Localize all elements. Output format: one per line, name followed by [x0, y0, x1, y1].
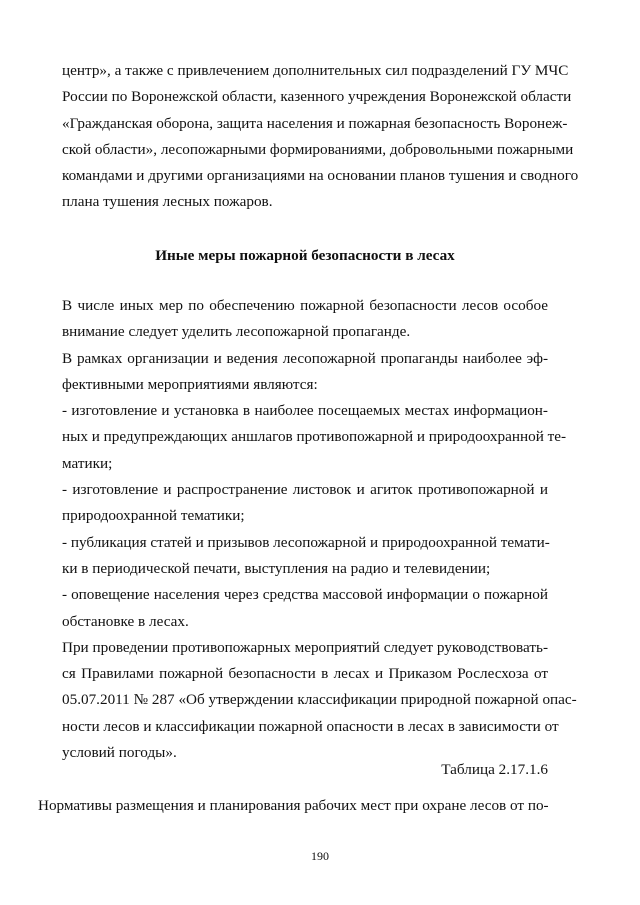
- body-line: [62, 372, 548, 398]
- paragraph-continuation: [62, 58, 579, 216]
- page-number: 190: [311, 849, 329, 863]
- body-line: [62, 503, 548, 529]
- body-line-text: обстановке в лесах.: [62, 612, 189, 630]
- body-line: [62, 530, 548, 556]
- body-line: [62, 556, 548, 582]
- body-line-text: условий погоды».: [62, 744, 177, 762]
- body-line-text: ности лесов и классификации пожарной опасности в лесах в зависимости от: [62, 717, 559, 735]
- body-line-text: матики;: [62, 454, 113, 472]
- body-line-text: - оповещение населения через средства массовой информации о пожарной: [62, 586, 548, 604]
- body-line: [62, 477, 548, 503]
- paragraph-line: «Гражданская оборона, защита населения и пожарная безопасность Воронеж-: [62, 114, 568, 132]
- paragraph-line: командами и другими организациями на основании планов тушения и сводного: [62, 167, 579, 185]
- body-line-text: 05.07.2011 № 287 «Об утверждении классификации природной пожарной опас-: [62, 691, 577, 709]
- body-line: [62, 582, 548, 608]
- section-heading: Иные меры пожарной безопасности в лесах: [155, 247, 455, 264]
- body-line-text: В рамках организации и ведения лесопожарной пропаганды наиболее эф-: [62, 349, 548, 367]
- body-line-text: - изготовление и распространение листовок и агиток противопожарной и: [62, 481, 548, 499]
- body-line-text: ных и предупреждающих аншлагов противопожарной и природоохранной те-: [62, 428, 567, 446]
- table-label: Таблица 2.17.1.6: [441, 761, 548, 778]
- body-line-text: - публикация статей и призывов лесопожарной и природоохранной темати-: [62, 533, 550, 551]
- body-line: [62, 293, 548, 319]
- body-line: [62, 714, 559, 740]
- paragraph-line: плана тушения лесных пожаров.: [62, 193, 273, 211]
- body-line: [62, 687, 577, 713]
- body-line-text: При проведении противопожарных мероприятий следует руководствовать-: [62, 638, 548, 656]
- paragraph-line: центр», а также с привлечением дополнительных сил подразделений ГУ МЧС: [62, 62, 569, 79]
- body-line: [62, 424, 567, 450]
- body-line-text: - изготовление и установка в наиболее посещаемых местах информацион-: [62, 402, 548, 420]
- body-line-text: ки в периодической печати, выступления на радио и телевидении;: [62, 559, 491, 577]
- body-line: [62, 398, 548, 424]
- body-line: [62, 609, 548, 635]
- body-line: [62, 346, 548, 372]
- paragraph-line: ской области», лесопожарными формированиями, добровольными пожарными: [62, 140, 574, 158]
- body-line-text: внимание следует уделить лесопожарной пропаганде.: [62, 323, 411, 341]
- body-line-text: В числе иных мер по обеспечению пожарной безопасности лесов особое: [62, 297, 548, 314]
- body-line: [62, 635, 548, 661]
- body-line: [62, 319, 548, 345]
- body-lines-container: [62, 293, 577, 766]
- body-line-text: ся Правилами пожарной безопасности в лесах и Приказом Рослесхоза от: [62, 665, 548, 683]
- table-caption: Нормативы размещения и планирования рабочих мест при охране лесов от по-: [38, 797, 549, 814]
- body-line-text: природоохранной тематики;: [62, 507, 245, 525]
- body-line: [62, 451, 548, 477]
- body-line-text: фективными мероприятиями являются:: [62, 375, 318, 393]
- body-line: [62, 661, 548, 687]
- paragraph-line: России по Воронежской области, казенного учреждения Воронежской области: [62, 88, 572, 106]
